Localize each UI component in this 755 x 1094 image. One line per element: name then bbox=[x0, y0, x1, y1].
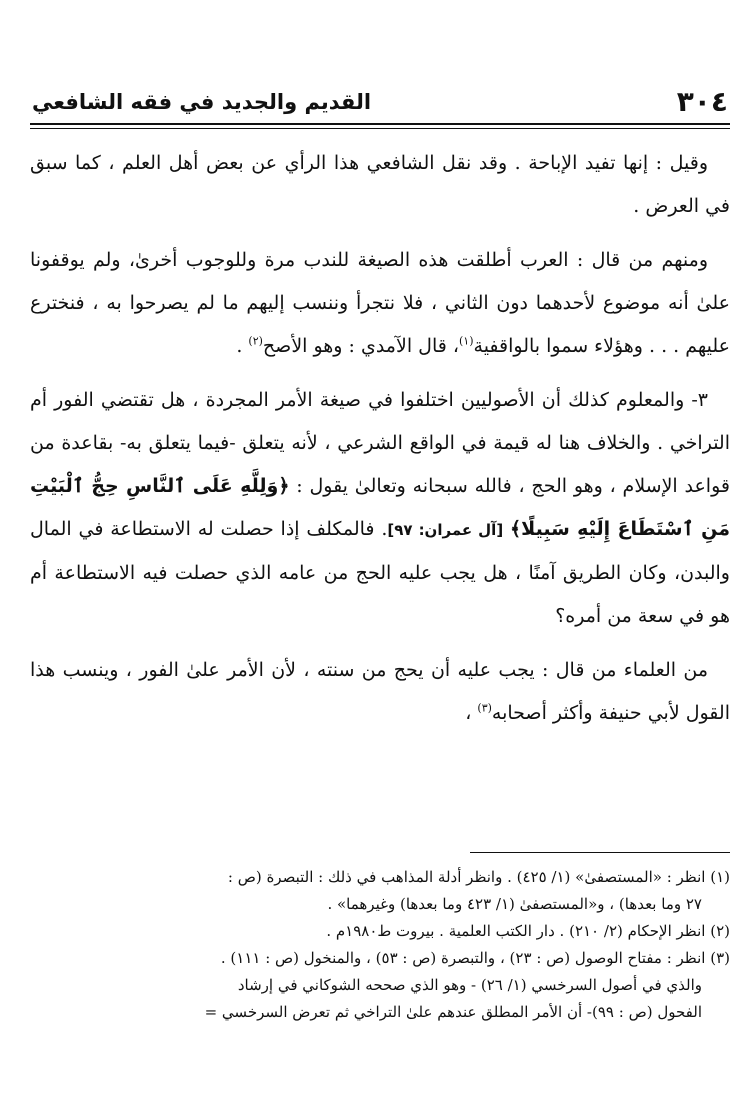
paragraph-1-text: وقيل : إنها تفيد الإباحة . وقد نقل الشافعي هذا الرأي عن بعض أهل العلم ، كما سبق في العرض . bbox=[30, 152, 730, 217]
paragraph-1 bbox=[30, 142, 730, 228]
paragraph-3-text-a: ٣- والمعلوم كذلك أن الأصوليين اختلفوا في صيغة الأمر المجردة ، هل تقتضي الفور أم التراخي . والخلاف هنا له قيمة في الواقع الشرعي ، لأنه يتعلق -فيما يتعلق به- بقاعدة من قواعد الإسلام ، وهو الحج ، فالله سبحانه وتعالىٰ يقول : bbox=[30, 389, 730, 497]
verse-reference: [آل عمران: ٩٧] bbox=[387, 521, 504, 539]
footnote-ref-2: (٢) bbox=[248, 334, 263, 348]
paragraph-4-text-b: ، bbox=[465, 702, 472, 724]
page-number: ٣٠٤ bbox=[676, 85, 728, 118]
footnote-ref-3: (٣) bbox=[477, 701, 492, 715]
footnote-ref-1: (١) bbox=[459, 334, 474, 348]
main-text bbox=[30, 142, 730, 746]
footnote-1-line-1: (١) انظر : «المستصفىٰ» (١/ ٤٢٥) . وانظر أدلة المذاهب في ذلك : التبصرة (ص : bbox=[227, 868, 730, 886]
paragraph-4-text-a: من العلماء من قال : يجب عليه أن يحج من سنته ، لأن الأمر علىٰ الفور ، وينسب هذا القول لأبي حنيفة وأكثر أصحابه bbox=[30, 659, 730, 724]
header-rule bbox=[30, 123, 730, 125]
paragraph-2-text-c: . bbox=[236, 335, 243, 357]
running-title: القديم والجديد في فقه الشافعي bbox=[32, 90, 372, 114]
paragraph-2-text-b: ، قال الآمدي : وهو الأصح bbox=[262, 335, 459, 357]
paragraph-2-text-a: ومنهم من قال : العرب أطلقت هذه الصيغة للندب مرة وللوجوب أخرىٰ، ولم يوقفونا علىٰ أنه موضوع لأحدهما دون الثاني ، فلا نتجرأ وننسب إليهم ما لم يصرحوا به ، فنخترع عليهم . . . وهؤلاء سموا بالواقفية bbox=[30, 249, 730, 357]
quran-verse: ﴿وَلِلَّهِ عَلَى ٱلنَّاسِ حِجُّ ٱلْبَيْتِ مَنِ ٱسْتَطَاعَ إِلَيْهِ سَبِيلًا﴾ bbox=[30, 475, 730, 540]
book-page bbox=[30, 62, 730, 1062]
footnote-separator bbox=[470, 852, 730, 853]
footnote-2: (٢) انظر الإحكام (٢/ ٢١٠) . دار الكتب العلمية . بيروت ط١٩٨٠م . bbox=[326, 922, 730, 940]
footnotes bbox=[30, 864, 730, 1026]
paragraph-3-text-b: . فالمكلف إذا حصلت له الاستطاعة في المال والبدن، وكان الطريق آمنًا ، هل يجب عليه الحج من عامه الذي حصلت فيه الاستطاعة أم هو في سعة من أمره؟ bbox=[30, 518, 730, 627]
page-header bbox=[30, 70, 730, 118]
footnote-3-line-1: (٣) انظر : مفتاح الوصول (ص : ٢٣) ، والتبصرة (ص : ٥٣) ، والمنخول (ص : ١١١) . bbox=[220, 949, 730, 967]
paragraph-3 bbox=[30, 379, 730, 638]
footnote-1-line-2: ٢٧ وما بعدها) ، و«المستصفىٰ (١/ ٤٢٣ وما بعدها) وغيرهما» . bbox=[327, 895, 702, 913]
paragraph-4 bbox=[30, 649, 730, 735]
paragraph-2 bbox=[30, 239, 730, 368]
footnote-3-line-3: الفحول (ص : ٩٩)- أن الأمر المطلق عندهم علىٰ التراخي ثم تعرض السرخسي = bbox=[204, 1003, 702, 1021]
header-rule-thin bbox=[30, 128, 730, 129]
footnote-3-line-2: والذي في أصول السرخسي (١/ ٢٦) - وهو الذي صححه الشوكاني في إرشاد bbox=[237, 976, 702, 994]
